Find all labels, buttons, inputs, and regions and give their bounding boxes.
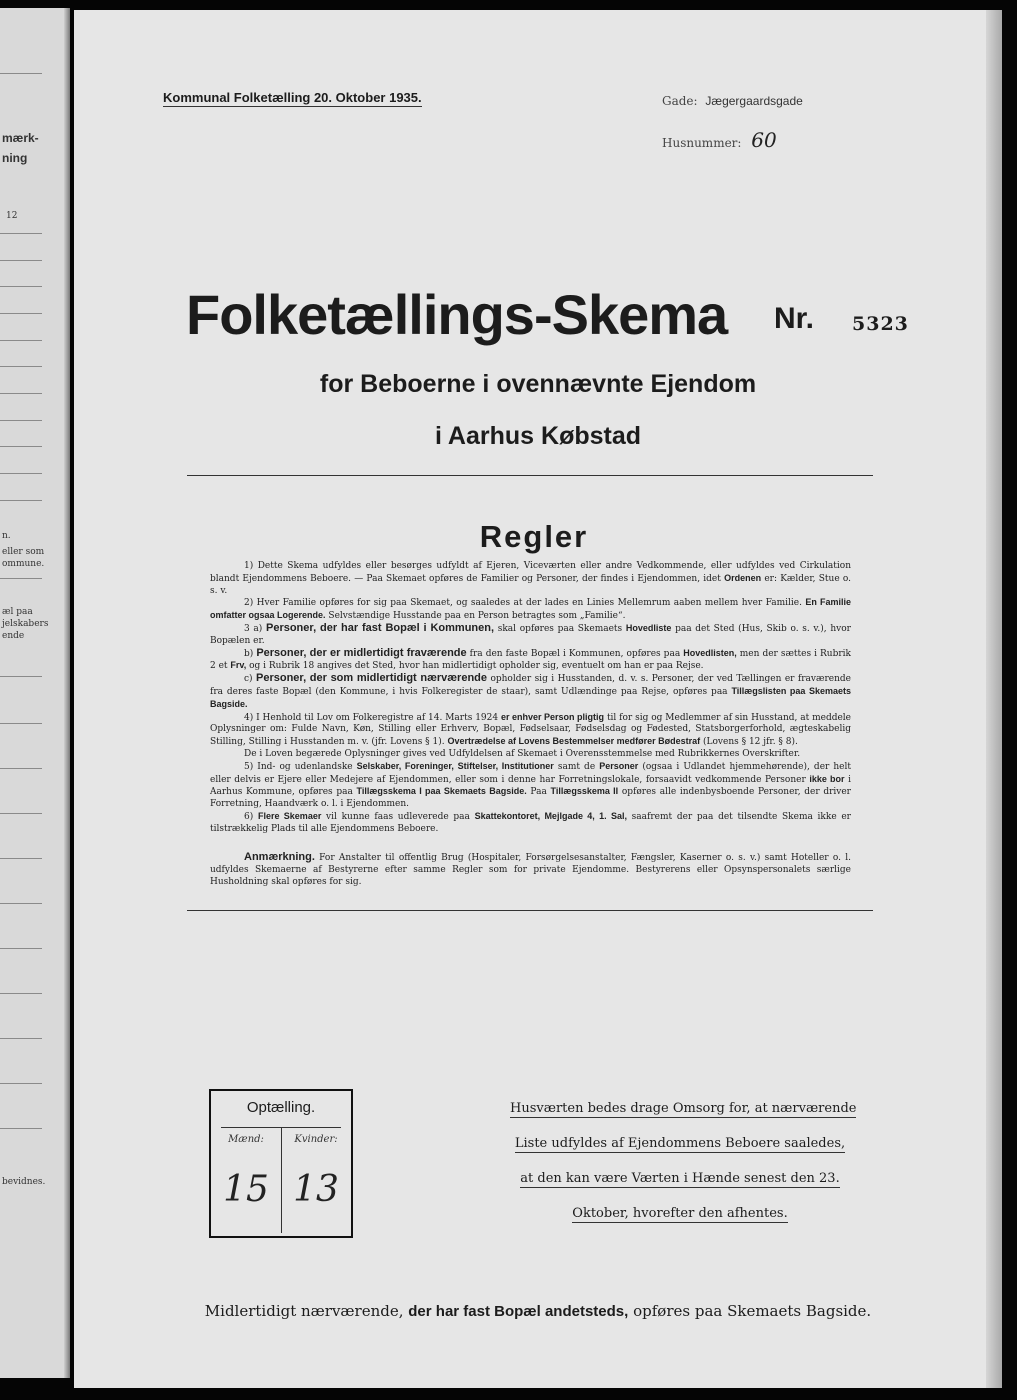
rule-6: 6) Flere Skemaer vil kunne faas udleverede paa Skattekontoret, Mejlgade 4, 1. Sal, saafremt der paa det tilsendte Skema ikke er tilstrækkelig Plads til alle Ejendommens Beboere. <box>210 810 851 834</box>
prev-page-line <box>0 1038 42 1039</box>
rule-5: 5) Ind- og udenlandske Selskaber, Foreninger, Stiftelser, Institutioner samt de Personer (ogsaa i Udlandet hjemmehørende), der helt eller delvis er Ejere eller Medejere af Ejendommen, eller som i denne har Forretningslokale, forsaavidt vedkommende Personer ikke bor i Aarhus Kommune, opføres paa Tillægsskema I paa Skemaets Bagside. Paa Tillægsskema II opføres alle indenbysboende Personer, der driver Forretning, Haandværk o. l. i Ejendommen. <box>210 760 851 810</box>
prev-page-line <box>0 286 42 287</box>
prev-page-line <box>0 366 42 367</box>
prev-page-line <box>0 993 42 994</box>
prev-page-fragment: ende <box>2 631 25 641</box>
women-count: 13 <box>293 1169 339 1210</box>
house-number-field <box>662 128 777 152</box>
notice-line: Oktober, hvorefter den afhentes. <box>572 1206 788 1221</box>
prev-page-line <box>0 768 42 769</box>
rule-4b: De i Loven begærede Oplysninger gives ved Udfyldelsen af Skemaet i Overensstemmelse med Rubrikkernes Overskrifter. <box>244 748 801 759</box>
street-label: Gade: <box>662 94 698 108</box>
notice-line: Husværten bedes drage Omsorg for, at nærværende <box>510 1101 857 1116</box>
census-form-page <box>74 10 1002 1388</box>
prev-page-line <box>0 340 42 341</box>
prev-page-line <box>0 500 42 501</box>
prev-page-fragment: jelskabers <box>2 619 49 629</box>
rules-body <box>210 561 851 836</box>
prev-page-fragment: n. <box>2 531 11 541</box>
prev-page-line <box>0 260 42 261</box>
notice-line: at den kan være Værten i Hænde senest den 23. <box>520 1171 840 1186</box>
prev-page-line <box>0 420 42 421</box>
prev-page-fragment: 12 <box>6 211 18 221</box>
prev-page-fragment: eller som <box>2 547 45 557</box>
divider <box>187 475 873 476</box>
prev-page-line <box>0 233 42 234</box>
men-label: Mænd: <box>228 1134 264 1145</box>
prev-page-line <box>0 1128 42 1129</box>
remark-label: Anmærkning. <box>244 851 315 863</box>
form-number-value: 5323 <box>852 313 909 335</box>
page-gutter <box>64 8 70 1378</box>
prev-page-line <box>0 313 42 314</box>
remark <box>210 852 851 888</box>
prev-page-line <box>0 393 42 394</box>
house-number-value: 60 <box>751 128 777 152</box>
prev-page-line <box>0 723 42 724</box>
rule-3b: b) Personer, der er midlertidigt fraværende fra den faste Bopæl i Kommunen, opføres paa Hovedlisten, men der sættes i Rubrik 2 et Frv, og i Rubrik 18 angives det Sted, hvor han midlertidigt opholder sig, eventuelt om han er paa Rejse. <box>210 646 851 672</box>
men-count: 15 <box>223 1169 269 1210</box>
prev-page-line <box>0 676 42 677</box>
women-label: Kvinder: <box>294 1134 338 1145</box>
house-number-label: Husnummer: <box>662 136 742 150</box>
prev-page-line <box>0 948 42 949</box>
prev-page-line <box>0 73 42 74</box>
prev-page-line <box>0 903 42 904</box>
remark-text: For Anstalter til offentlig Brug (Hospitaler, Forsørgelsesanstalter, Fængsler, Kaserner o. s. v.) samt Hoteller o. l. udfyldes Skemaerne af Bestyrerne efter samme Regler som for private Ejendomme. Bestyrerens eller Opsynspersonalets særlige Husholdning skal opføres for sig. <box>210 853 851 887</box>
rule-4: 4) I Henhold til Lov om Folkeregistre af 14. Marts 1924 er enhver Person pligtig til for sig og Medlemmer af sin Husstand, at meddele Oplysninger om: Fulde Navn, Køn, Stilling eller Erhverv, Bopæl, Fødselsaar, Fødselsdag og Fødested, Statsborgerforhold, ægteskabelig Stilling, Stilling i Husstanden m. v. (jfr. Lovens § 1). Overtrædelse af Lovens Bestemmelser medfører Bødestraf (Lovens § 12 jfr. § 8). <box>210 711 851 748</box>
prev-page-line <box>0 578 42 579</box>
prev-page-fragment: æl paa <box>2 607 33 617</box>
prev-page-line <box>0 473 42 474</box>
prev-page-line <box>0 858 42 859</box>
prev-page-fragment: ommune. <box>2 559 45 569</box>
footer-note: Midlertidigt nærværende, der har fast Bopæl andetsteds, opføres paa Skemaets Bagside. <box>204 1302 872 1320</box>
rule-1: 1) Dette Skema udfyldes eller besørges udfyldt af Ejeren, Viceværten eller andre Vedkommende, eller udfyldes ved Cirkulation blandt Ejendommens Beboere. — Paa Skemaet opføres de Familier og Personer, der findes i Ejendommen, idet Ordenen er: Kælder, Stue o. s. v. <box>210 561 851 596</box>
page-edge-shadow <box>986 10 1002 1388</box>
rule-3a: 3 a) Personer, der har fast Bopæl i Kommunen, skal opføres paa Skemaets Hovedliste paa det Sted (Hus, Skib o. s. v.), hvor Bopælen er. <box>210 621 851 646</box>
notice-line: Liste udfyldes af Ejendommens Beboere saaledes, <box>514 1136 846 1151</box>
prev-page-fragment: ning <box>2 151 28 165</box>
divider <box>187 910 873 911</box>
previous-page-edge <box>0 8 70 1378</box>
rules-heading: Regler <box>479 519 589 554</box>
rule-2: 2) Hver Familie opføres for sig paa Skemaet, og saaledes at der lades en Linies Mellemrum aaben mellem hver Familie. En Familie omfatter ogsaa Logerende. Selvstændige Husstande paa en Person betragtes som „Familie“. <box>210 597 851 622</box>
prev-page-line <box>0 446 42 447</box>
prev-page-fragment: bevidnes. <box>2 1177 46 1187</box>
prev-page-line <box>0 813 42 814</box>
street-value: Jægergaardsgade <box>705 94 803 108</box>
census-header: Kommunal Folketælling 20. Oktober 1935. <box>163 90 422 105</box>
tally-title: Optælling. <box>246 1099 316 1116</box>
form-title: Folketællings-Skema <box>186 283 728 346</box>
rule-3c: c) Personer, der som midlertidigt nærværende opholder sig i Husstanden, d. v. s. Personer, der ved Tællingen er fraværende fra deres faste Bopæl (den Kommune, i hvis Folkeregister de staar), samt Udlændinge paa Rejse, opføres paa Tillægslisten paa Skemaets Bagside. <box>210 672 851 709</box>
form-subtitle: for Beboerne i ovennævnte Ejendom <box>319 370 757 398</box>
form-number-label: Nr. <box>774 302 815 335</box>
prev-page-fragment: mærk- <box>2 131 39 145</box>
street-field <box>662 94 803 108</box>
form-subtitle-city: i Aarhus Købstad <box>434 422 642 450</box>
tally-box <box>209 1089 353 1238</box>
prev-page-line <box>0 1083 42 1084</box>
